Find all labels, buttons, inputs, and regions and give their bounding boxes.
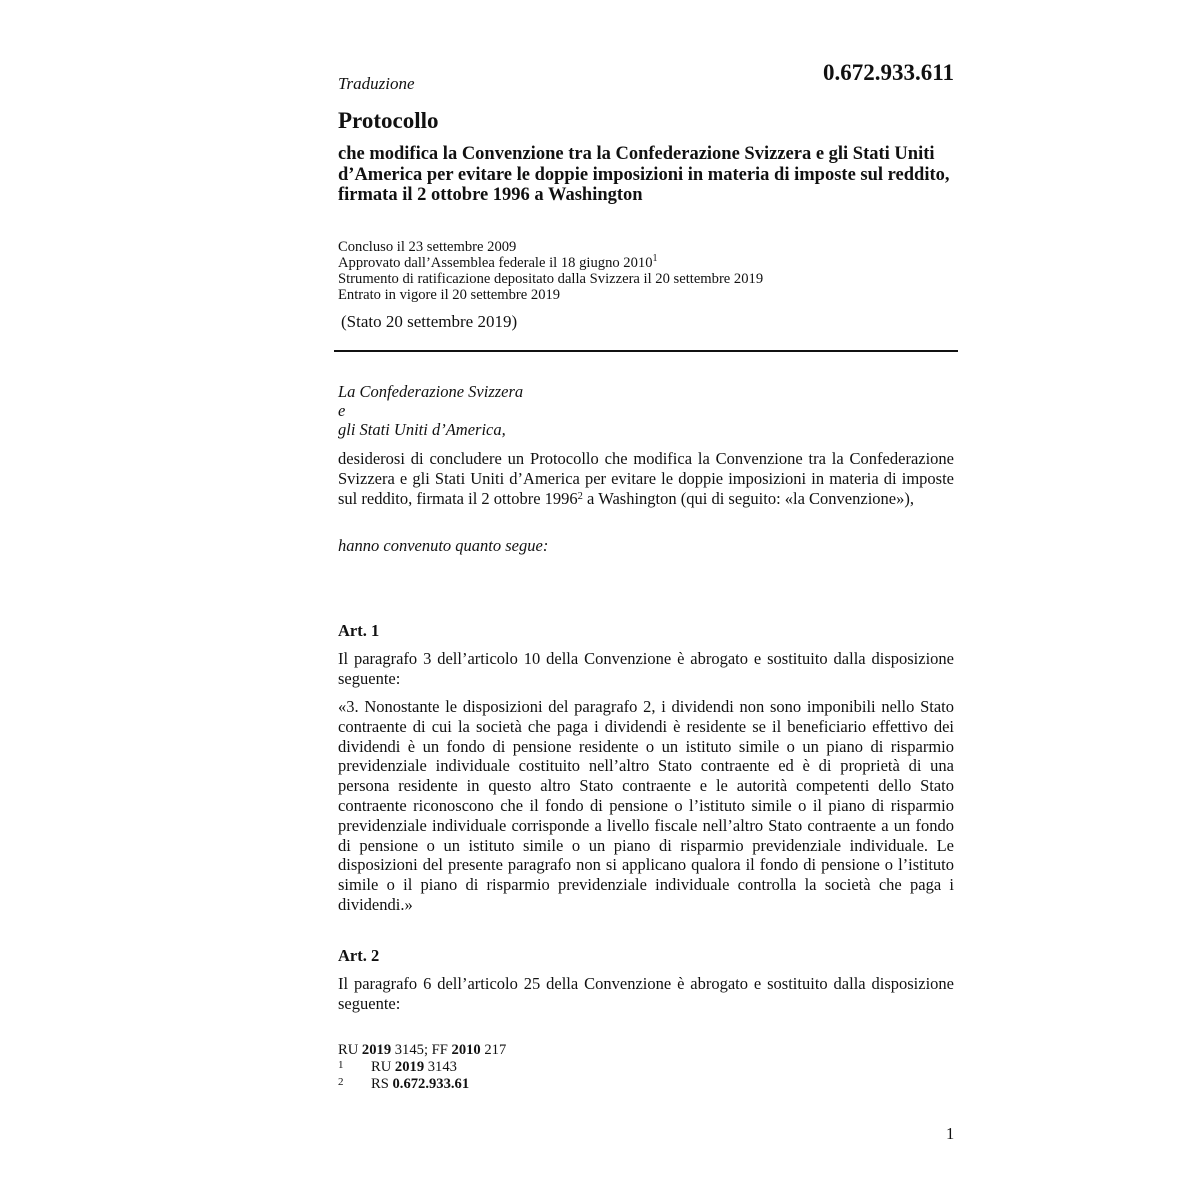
footnotes-block [338, 1042, 738, 1093]
source-ru-year: 2019 [361, 1042, 392, 1058]
footnote-1 [338, 1059, 738, 1076]
source-ru-page: 3145; FF [391, 1042, 452, 1058]
article-2-intro: Il paragrafo 6 dell’articolo 25 della Convenzione è abrogato e sostituito dalla disposizione seguente: [338, 974, 954, 1013]
translation-label: Traduzione [338, 74, 415, 93]
document-title: Protocollo [338, 108, 439, 133]
header-divider [334, 350, 958, 352]
document-subtitle: che modifica la Convenzione tra la Confederazione Svizzera e gli Stati Uniti d’America per evitare le doppie imposizioni in materia di imposte sul reddito, firmata il 2 ottobre 1996 a Washington [338, 144, 950, 205]
source-ru-prefix: RU [338, 1042, 362, 1058]
source-reference [338, 1042, 738, 1059]
party-switzerland: La Confederazione Svizzera [338, 382, 524, 401]
article-1-heading: Art. 1 [338, 621, 380, 640]
source-ff-page: 217 [480, 1042, 507, 1058]
footnote-2 [338, 1076, 738, 1093]
agreement-clause: hanno convenuto quanto segue: [338, 536, 549, 555]
ratification-date: Strumento di ratificazione depositato dalla Svizzera il 20 settembre 2019 [338, 271, 764, 287]
approved-date [338, 255, 958, 271]
footnote-bold: 0.672.933.61 [392, 1076, 470, 1092]
footnote-prefix: RS [371, 1076, 393, 1092]
preamble-paragraph [338, 449, 954, 508]
footnote-number: 2 [338, 1076, 344, 1088]
page-number: 1 [946, 1124, 955, 1143]
article-1-intro: Il paragrafo 3 dell’articolo 10 della Convenzione è abrogato e sostituito dalla disposizione seguente: [338, 649, 954, 688]
concluded-date: Concluso il 23 settembre 2009 [338, 239, 517, 255]
source-ff-year: 2010 [451, 1042, 481, 1058]
contracting-parties [338, 382, 523, 439]
footnote-prefix: RU [371, 1059, 395, 1075]
footnote-number: 1 [338, 1059, 344, 1071]
status-date: (Stato 20 settembre 2019) [341, 312, 518, 331]
party-usa: gli Stati Uniti d’America, [338, 420, 506, 439]
article-1-quote: «3. Nonostante le disposizioni del paragrafo 2, i dividendi non sono imponibili nello Stato contraente di cui la società che paga i dividendi è residente se il beneficiario effettivo dei dividendi è un fondo di pensione residente o un istituto simile o un piano di risparmio previdenziale individuale costituito nell’altro Stato contraente ed è di proprietà di una persona residente in questo altro Stato contraente e le autorità competenti dello Stato contraente riconoscono che il fondo di pensione o l’istituto simile o il piano di risparmio previdenziale individuale corrisponde a livello fiscale nell’altro Stato contraente a un fondo di pensione o un istituto simile o un piano di risparmio previdenziale individuale. Le disposizioni del presente paragrafo non si applicano qualora il fondo di pensione o l’istituto simile o il piano di risparmio previdenziale individuale controlla la società che paga i dividendi.» [338, 697, 954, 914]
preamble-text-before: desiderosi di concludere un Protocollo che modifica la Convenzione tra la Confederazione Svizzera e gli Stati Uniti d’America per evitare le doppie imposizioni in materia di imposte sul reddito, firmata il 2 ottobre 1996 [338, 449, 954, 508]
footnote-rest: 3143 [424, 1059, 457, 1075]
preamble-text-after: a Washington (qui di seguito: «la Convenzione»), [582, 488, 914, 508]
footnote-ref-1[interactable]: 1 [652, 253, 658, 264]
footnote-ref-2[interactable]: 2 [577, 490, 583, 502]
sr-number: 0.672.933.611 [823, 60, 954, 85]
document-metadata [338, 239, 958, 303]
article-2-heading: Art. 2 [338, 946, 380, 965]
party-conjunction: e [338, 401, 346, 420]
footnote-bold: 2019 [394, 1059, 425, 1075]
approved-text: Approvato dall’Assemblea federale il 18 giugno 2010 [338, 255, 653, 271]
entry-into-force-date: Entrato in vigore il 20 settembre 2019 [338, 287, 561, 303]
